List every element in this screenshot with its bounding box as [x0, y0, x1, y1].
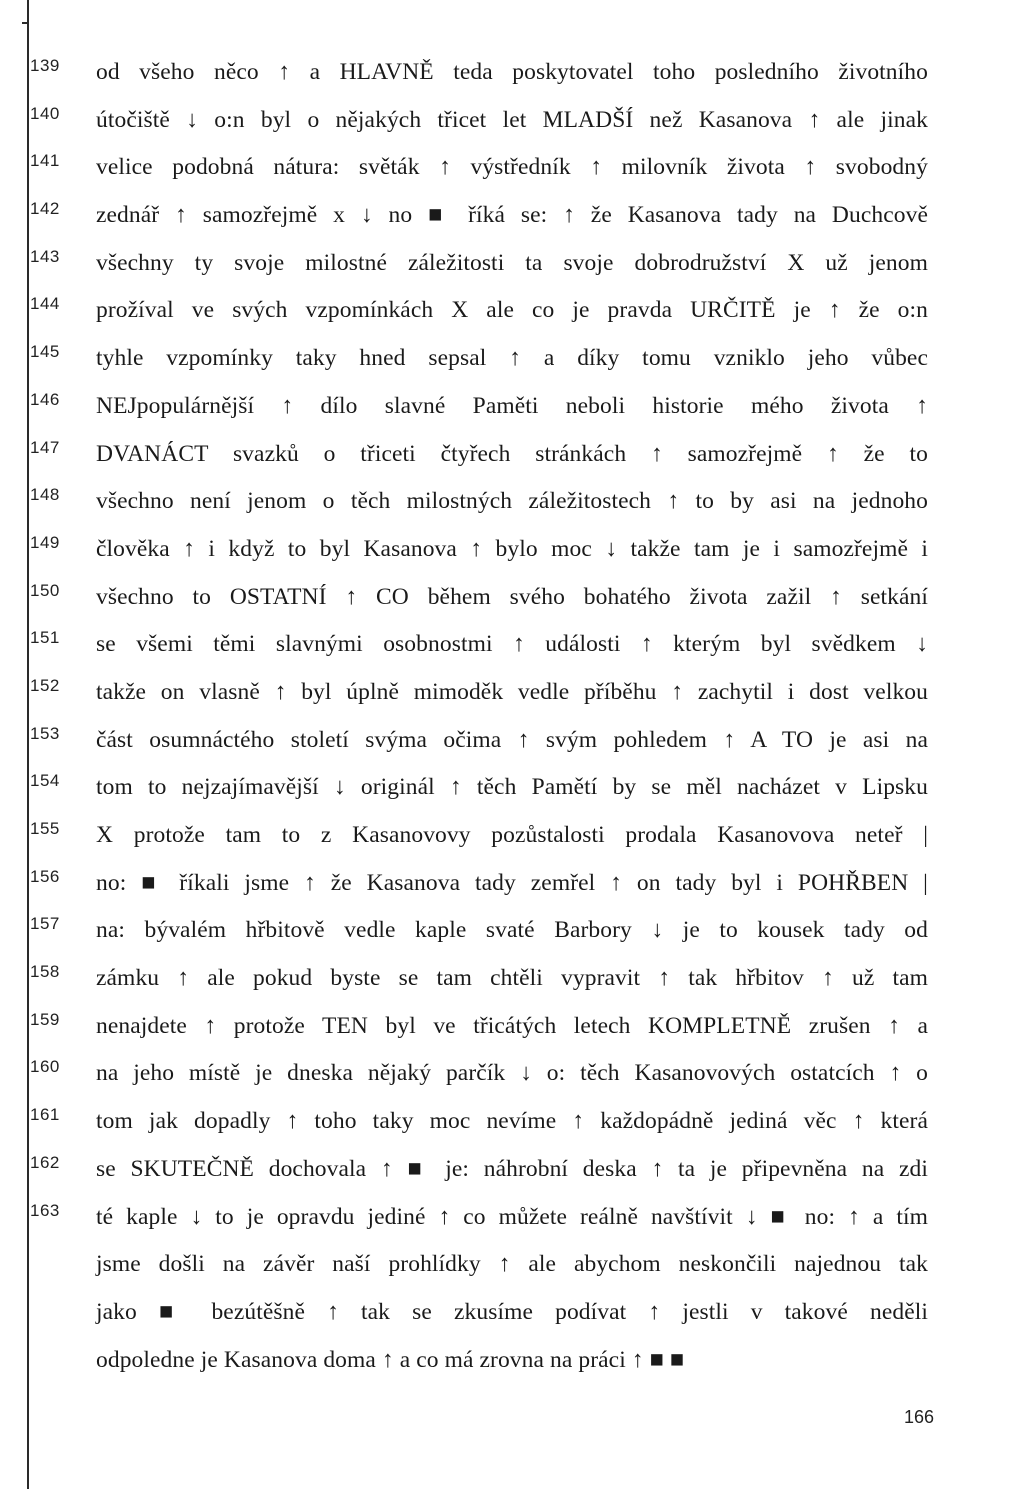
- transcript-line: [0, 1006, 1024, 1054]
- line-text: tyhle vzpomínky taky hned sepsal ↑ a díky tomu vzniklo jeho vůbec: [96, 345, 928, 372]
- transcript-line: [0, 1197, 1024, 1245]
- line-number: 143: [30, 246, 60, 266]
- transcript-line: [0, 1149, 1024, 1197]
- transcript-line: [0, 1101, 1024, 1149]
- page-number: 166: [903, 1407, 934, 1427]
- transcript-line: [0, 481, 1024, 529]
- line-number: 158: [30, 962, 60, 982]
- line-number: 155: [30, 819, 60, 838]
- line-text: na jeho místě je dneska nějaký parčík ↓ o: těch Kasanovových ostatcích ↑ o: [96, 1060, 928, 1087]
- line-text: nenajdete ↑ protože TEN byl ve třicátých letech KOMPLETNĚ zrušen ↑ a: [96, 1012, 928, 1039]
- line-number: 162: [30, 1152, 60, 1172]
- transcript-body: [0, 52, 1024, 1387]
- line-text: všechno to OSTATNÍ ↑ CO během svého bohatého života zažil ↑ setkání: [96, 583, 928, 610]
- line-number: 153: [30, 723, 60, 743]
- line-text: takže on vlasně ↑ byl úplně mimoděk vedle příběhu ↑ zachytil i dost velkou: [96, 678, 928, 705]
- transcript-line: [0, 434, 1024, 482]
- line-text: no: ■ říkali jsme ↑ že Kasanova tady zemřel ↑ on tady byl i POHŘBEN |: [96, 869, 928, 896]
- line-number: 154: [30, 771, 60, 791]
- transcript-line: [0, 577, 1024, 625]
- transcript-line: [0, 624, 1024, 672]
- line-number: 163: [30, 1200, 60, 1220]
- line-number: 152: [30, 675, 60, 695]
- line-number: 157: [30, 914, 60, 934]
- line-text: tom jak dopadly ↑ toho taky moc nevíme ↑ každopádně jediná věc ↑ která: [96, 1108, 928, 1135]
- line-number: 142: [30, 199, 60, 219]
- line-text: zednář ↑ samozřejmě x ↓ no ■ říká se: ↑ že Kasanova tady na Duchcově: [96, 202, 928, 229]
- line-number: 150: [30, 580, 60, 600]
- transcript-line: [0, 243, 1024, 291]
- transcript-line: [0, 720, 1024, 768]
- line-number: 160: [30, 1057, 60, 1077]
- line-number: 145: [30, 342, 60, 362]
- line-number: 149: [30, 532, 60, 552]
- transcript-line: [0, 100, 1024, 148]
- line-text: se SKUTEČNĚ dochovala ↑ ■ je: náhrobní deska ↑ ta je připevněna na zdi: [96, 1155, 928, 1182]
- line-text: tom to nejzajímavější ↓ originál ↑ těch Pamětí by se měl nacházet v Lipsku: [96, 774, 928, 801]
- line-number: 147: [30, 437, 60, 457]
- line-number: 159: [30, 1009, 60, 1029]
- line-number: 141: [30, 151, 60, 171]
- transcript-line: [0, 958, 1024, 1006]
- line-text: zámku ↑ ale pokud byste se tam chtěli vypravit ↑ tak hřbitov ↑ už tam: [96, 965, 928, 992]
- transcript-line: [0, 195, 1024, 243]
- transcript-line: [0, 767, 1024, 815]
- line-number: 156: [30, 866, 60, 886]
- line-text: část osumnáctého století svýma očima ↑ svým pohledem ↑ A TO je asi na: [96, 726, 928, 753]
- line-text: odpoledne je Kasanova doma ↑ a co má zrovna na práci ↑ ■ ■: [96, 1346, 685, 1373]
- transcript-line: [0, 863, 1024, 911]
- line-number: 161: [30, 1105, 60, 1125]
- transcript-line: [0, 147, 1024, 195]
- line-text: se všemi těmi slavnými osobnostmi ↑ události ↑ kterým byl svědkem ↓: [96, 631, 928, 658]
- line-text: všechno není jenom o těch milostných záležitostech ↑ to by asi na jednoho: [96, 488, 928, 515]
- line-text: X protože tam to z Kasanovovy pozůstalosti prodala Kasanovova neteř |: [96, 822, 928, 848]
- transcript-line: [0, 1292, 1024, 1340]
- transcript-line: [0, 290, 1024, 338]
- transcript-line: [0, 1053, 1024, 1101]
- margin-rule-tick: [22, 22, 28, 24]
- line-text: jsme došli na závěr naší prohlídky ↑ ale abychom neskončili najednou tak: [96, 1251, 928, 1278]
- transcript-line: [0, 529, 1024, 577]
- transcript-line: [0, 910, 1024, 958]
- line-text: prožíval ve svých vzpomínkách X ale co je pravda URČITĚ je ↑ že o:n: [96, 297, 928, 324]
- transcript-line: [0, 1244, 1024, 1292]
- line-text: DVANÁCT svazků o třiceti čtyřech stránkách ↑ samozřejmě ↑ že to: [96, 440, 928, 467]
- transcript-line: [0, 386, 1024, 434]
- line-text: velice podobná nátura: světák ↑ výstředník ↑ milovník života ↑ svobodný: [96, 154, 928, 181]
- line-number: 148: [30, 485, 60, 505]
- line-number: 146: [30, 389, 60, 409]
- transcript-line: [0, 52, 1024, 100]
- line-number: 140: [30, 103, 60, 123]
- line-text: jako ■ bezútěšně ↑ tak se zkusíme podívat ↑ jestli v takové neděli: [96, 1298, 928, 1325]
- transcript-line: [0, 815, 1024, 863]
- line-text: od všeho něco ↑ a HLAVNĚ teda poskytovatel toho posledního životního: [96, 59, 928, 85]
- line-text: na: bývalém hřbitově vedle kaple svaté Barbory ↓ je to kousek tady od: [96, 917, 928, 944]
- line-text: NEJpopulárnější ↑ dílo slavné Paměti neboli historie mého života ↑: [96, 392, 928, 419]
- line-number: 144: [30, 294, 60, 314]
- transcript-line: [0, 338, 1024, 386]
- line-text: útočiště ↓ o:n byl o nějakých třicet let MLADŠÍ než Kasanova ↑ ale jinak: [96, 106, 928, 133]
- transcript-line: [0, 1340, 1024, 1388]
- line-text: člověka ↑ i když to byl Kasanova ↑ bylo moc ↓ takže tam je i samozřejmě i: [96, 535, 928, 562]
- line-number: 151: [30, 628, 60, 648]
- line-text: té kaple ↓ to je opravdu jediné ↑ co můžete reálně navštívit ↓ ■ no: ↑ a tím: [96, 1203, 928, 1230]
- line-text: všechny ty svoje milostné záležitosti ta svoje dobrodružství X už jenom: [96, 249, 928, 276]
- line-number: 139: [30, 56, 60, 75]
- transcript-line: [0, 672, 1024, 720]
